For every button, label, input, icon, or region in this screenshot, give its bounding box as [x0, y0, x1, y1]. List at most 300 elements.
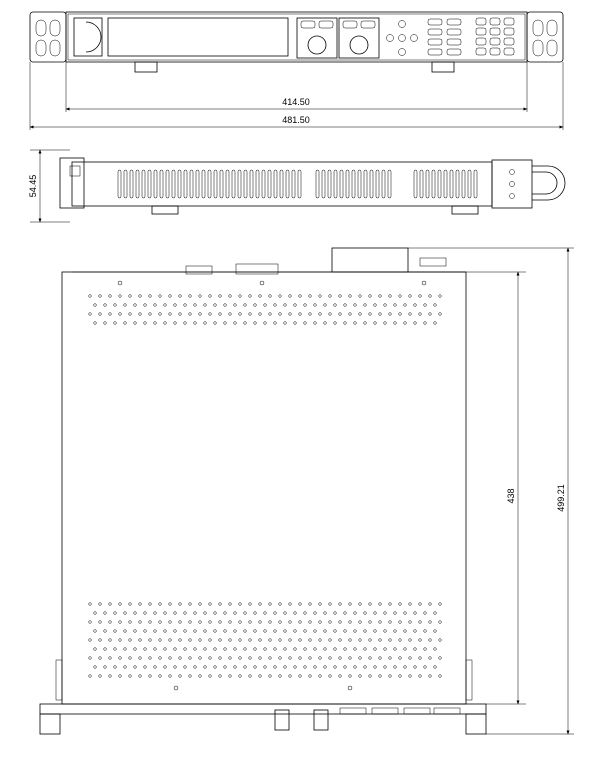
vent-hole: [309, 639, 312, 642]
vent-hole: [339, 313, 342, 316]
vent-slot: [226, 170, 229, 198]
vent-hole: [204, 612, 207, 615]
vent-slot: [462, 170, 465, 198]
vent-hole: [264, 612, 267, 615]
vent-hole: [339, 621, 342, 624]
vent-slot: [420, 170, 423, 198]
vent-hole: [219, 639, 222, 642]
vent-hole: [114, 304, 117, 307]
vent-hole: [89, 621, 92, 624]
vent-hole: [284, 666, 287, 669]
vent-hole: [144, 304, 147, 307]
vent-hole: [439, 675, 442, 678]
vent-hole: [239, 621, 242, 624]
vent-hole: [99, 603, 102, 606]
vent-slot: [328, 170, 331, 198]
vent-hole: [319, 295, 322, 298]
vent-hole: [349, 639, 352, 642]
vent-hole: [394, 666, 397, 669]
dim-overall-width-label: 481.50: [282, 115, 310, 125]
vent-hole: [134, 322, 137, 325]
vent-hole: [399, 657, 402, 660]
vent-hole: [374, 648, 377, 651]
vent-hole: [374, 630, 377, 633]
vent-hole: [329, 295, 332, 298]
vent-hole: [384, 612, 387, 615]
vent-hole: [159, 295, 162, 298]
vent-hole: [169, 295, 172, 298]
vent-hole: [104, 648, 107, 651]
vent-hole: [179, 657, 182, 660]
vent-hole: [294, 612, 297, 615]
vent-hole: [169, 639, 172, 642]
vent-hole: [319, 603, 322, 606]
knob-module-1: [297, 18, 337, 58]
vent-hole: [119, 675, 122, 678]
vent-slot: [172, 170, 175, 198]
vent-hole: [439, 621, 442, 624]
vent-hole: [139, 621, 142, 624]
vent-hole: [194, 322, 197, 325]
vent-hole: [249, 639, 252, 642]
vent-hole: [274, 304, 277, 307]
vent-hole: [359, 603, 362, 606]
vent-hole: [419, 621, 422, 624]
vent-hole: [194, 666, 197, 669]
vent-hole: [214, 322, 217, 325]
vent-hole: [269, 657, 272, 660]
vent-hole: [294, 630, 297, 633]
vent-hole: [369, 313, 372, 316]
vent-hole: [429, 675, 432, 678]
vent-hole: [139, 295, 142, 298]
vent-hole: [129, 603, 132, 606]
vent-hole: [114, 630, 117, 633]
vent-hole: [334, 630, 337, 633]
vent-hole: [109, 675, 112, 678]
vent-hole: [229, 675, 232, 678]
vent-hole: [424, 630, 427, 633]
vent-hole: [109, 621, 112, 624]
vent-hole: [349, 313, 352, 316]
vent-hole: [114, 322, 117, 325]
vent-hole: [174, 322, 177, 325]
vent-hole: [179, 639, 182, 642]
vent-hole: [409, 295, 412, 298]
vent-hole: [349, 675, 352, 678]
vent-hole: [159, 603, 162, 606]
vent-hole: [294, 304, 297, 307]
vent-hole: [434, 648, 437, 651]
vent-hole: [149, 675, 152, 678]
vent-slot: [154, 170, 157, 198]
vent-hole: [239, 639, 242, 642]
vent-hole: [309, 313, 312, 316]
vent-hole: [204, 322, 207, 325]
vent-hole: [209, 639, 212, 642]
vent-hole: [224, 322, 227, 325]
vent-hole: [94, 648, 97, 651]
vent-hole: [239, 603, 242, 606]
vent-hole: [209, 675, 212, 678]
vent-hole: [244, 666, 247, 669]
vent-hole: [189, 657, 192, 660]
dim-chassis-depth: [506, 272, 518, 704]
vent-slot: [370, 170, 373, 198]
vent-hole: [384, 322, 387, 325]
vent-slot: [426, 170, 429, 198]
vent-hole: [364, 322, 367, 325]
vent-hole: [359, 621, 362, 624]
vent-hole: [134, 666, 137, 669]
vent-hole: [159, 675, 162, 678]
vent-hole: [399, 313, 402, 316]
vent-hole: [359, 675, 362, 678]
vent-hole: [399, 603, 402, 606]
vent-hole: [439, 657, 442, 660]
vent-hole: [199, 295, 202, 298]
vent-hole: [414, 648, 417, 651]
vent-hole: [344, 630, 347, 633]
vent-hole: [249, 295, 252, 298]
vent-hole: [149, 295, 152, 298]
vent-hole: [194, 612, 197, 615]
vent-hole: [219, 603, 222, 606]
vent-hole: [389, 657, 392, 660]
vent-hole: [184, 648, 187, 651]
vent-hole: [379, 621, 382, 624]
vent-hole: [234, 630, 237, 633]
vent-hole: [244, 322, 247, 325]
vent-hole: [229, 603, 232, 606]
vent-hole: [299, 313, 302, 316]
vent-hole: [414, 666, 417, 669]
vent-hole: [289, 313, 292, 316]
vent-hole: [89, 657, 92, 660]
vent-slot: [468, 170, 471, 198]
vent-hole: [319, 657, 322, 660]
vent-hole: [204, 630, 207, 633]
vent-hole: [434, 630, 437, 633]
vent-hole: [124, 666, 127, 669]
vent-hole: [429, 603, 432, 606]
vent-hole: [384, 304, 387, 307]
vent-hole: [354, 630, 357, 633]
navigation-buttons: [387, 21, 418, 56]
vent-hole: [144, 630, 147, 633]
vent-hole: [124, 304, 127, 307]
vent-hole: [429, 621, 432, 624]
vent-hole: [394, 630, 397, 633]
vent-hole: [419, 603, 422, 606]
vent-slot: [474, 170, 477, 198]
vent-hole: [234, 612, 237, 615]
vent-hole: [414, 304, 417, 307]
vent-hole: [224, 630, 227, 633]
vent-hole: [249, 313, 252, 316]
front-foot-left: [135, 62, 157, 72]
vent-hole: [194, 630, 197, 633]
vent-hole: [174, 630, 177, 633]
vent-hole: [309, 621, 312, 624]
vent-hole: [159, 313, 162, 316]
vent-hole: [234, 648, 237, 651]
vent-slot: [364, 170, 367, 198]
vent-slot: [292, 170, 295, 198]
vent-hole: [89, 295, 92, 298]
vent-hole: [334, 648, 337, 651]
vent-slot: [208, 170, 211, 198]
vent-hole: [344, 322, 347, 325]
vent-slot: [238, 170, 241, 198]
vent-hole: [264, 666, 267, 669]
vent-slot: [322, 170, 325, 198]
side-view: [28, 150, 565, 222]
front-foot-right: [432, 62, 454, 72]
vent-hole: [379, 313, 382, 316]
vent-hole: [369, 639, 372, 642]
vent-hole: [189, 621, 192, 624]
vent-hole: [404, 304, 407, 307]
vent-hole: [214, 612, 217, 615]
vent-slot: [346, 170, 349, 198]
vent-hole: [234, 304, 237, 307]
vent-hole: [379, 639, 382, 642]
vent-hole: [214, 648, 217, 651]
vent-hole: [374, 666, 377, 669]
vent-hole: [209, 313, 212, 316]
vent-slot: [178, 170, 181, 198]
left-rack-ear: [30, 12, 66, 62]
vent-hole: [389, 621, 392, 624]
vent-slot: [414, 170, 417, 198]
vent-hole: [169, 621, 172, 624]
vent-hole: [364, 612, 367, 615]
vent-hole: [309, 657, 312, 660]
vent-hole: [104, 322, 107, 325]
vent-hole: [419, 657, 422, 660]
vent-slot: [124, 170, 127, 198]
top-chassis: [62, 272, 466, 704]
vent-hole: [284, 648, 287, 651]
vent-slot: [214, 170, 217, 198]
vent-hole: [304, 322, 307, 325]
dim-overall-depth-label: 499.21: [556, 484, 566, 512]
vent-hole: [439, 295, 442, 298]
vent-hole: [339, 295, 342, 298]
vent-slot: [118, 170, 121, 198]
vent-hole: [269, 675, 272, 678]
vent-hole: [204, 304, 207, 307]
vent-hole: [124, 648, 127, 651]
vent-hole: [144, 322, 147, 325]
vent-hole: [94, 630, 97, 633]
vent-hole: [124, 322, 127, 325]
vent-hole: [329, 603, 332, 606]
dim-overall-depth: [556, 248, 568, 734]
vent-hole: [114, 612, 117, 615]
vent-hole: [189, 295, 192, 298]
vent-hole: [154, 612, 157, 615]
vent-slot: [388, 170, 391, 198]
vent-slot: [432, 170, 435, 198]
vent-hole: [369, 295, 372, 298]
vent-hole: [289, 295, 292, 298]
vent-hole: [189, 639, 192, 642]
vent-hole: [199, 621, 202, 624]
vent-hole: [359, 639, 362, 642]
vent-hole: [234, 666, 237, 669]
vent-hole: [259, 621, 262, 624]
vent-hole: [299, 657, 302, 660]
vent-hole: [209, 295, 212, 298]
vent-hole: [254, 304, 257, 307]
vent-slot: [274, 170, 277, 198]
vent-hole: [414, 630, 417, 633]
vent-hole: [219, 295, 222, 298]
vent-slot: [456, 170, 459, 198]
vent-hole: [249, 657, 252, 660]
vent-hole: [369, 675, 372, 678]
vent-hole: [129, 639, 132, 642]
vent-hole: [289, 675, 292, 678]
vent-hole: [99, 675, 102, 678]
vent-hole: [89, 603, 92, 606]
vent-hole: [319, 639, 322, 642]
vent-hole: [164, 322, 167, 325]
vent-hole: [339, 639, 342, 642]
vent-hole: [179, 313, 182, 316]
vent-slot: [298, 170, 301, 198]
vent-hole: [304, 612, 307, 615]
vent-slot: [184, 170, 187, 198]
vent-hole: [149, 621, 152, 624]
vent-hole: [319, 675, 322, 678]
vent-hole: [134, 612, 137, 615]
vent-hole: [134, 630, 137, 633]
vent-hole: [219, 313, 222, 316]
vent-hole: [204, 648, 207, 651]
vent-hole: [404, 322, 407, 325]
vent-hole: [284, 322, 287, 325]
vent-hole: [269, 639, 272, 642]
power-switch: [74, 18, 102, 56]
vent-hole: [404, 648, 407, 651]
vent-hole: [429, 657, 432, 660]
vent-hole: [424, 666, 427, 669]
vent-hole: [389, 675, 392, 678]
vent-hole: [99, 639, 102, 642]
vent-hole: [354, 666, 357, 669]
vent-hole: [114, 648, 117, 651]
vent-hole: [169, 675, 172, 678]
vent-hole: [329, 639, 332, 642]
vent-holes-front: [89, 603, 442, 678]
vent-hole: [314, 612, 317, 615]
vent-hole: [424, 304, 427, 307]
vent-hole: [434, 612, 437, 615]
side-vents: [118, 170, 477, 198]
vent-hole: [299, 295, 302, 298]
vent-hole: [144, 666, 147, 669]
vent-hole: [364, 630, 367, 633]
vent-hole: [244, 648, 247, 651]
vent-hole: [124, 630, 127, 633]
vent-hole: [394, 612, 397, 615]
vent-holes-rear: [89, 295, 442, 325]
vent-hole: [354, 322, 357, 325]
vent-hole: [119, 657, 122, 660]
vent-hole: [349, 295, 352, 298]
vent-hole: [219, 675, 222, 678]
vent-slot: [262, 170, 265, 198]
vent-hole: [374, 322, 377, 325]
vent-hole: [204, 666, 207, 669]
vent-hole: [409, 639, 412, 642]
vent-hole: [334, 322, 337, 325]
vent-slot: [382, 170, 385, 198]
vent-hole: [264, 630, 267, 633]
vent-hole: [324, 304, 327, 307]
vent-hole: [344, 648, 347, 651]
vent-hole: [119, 295, 122, 298]
vent-hole: [234, 322, 237, 325]
vent-hole: [314, 666, 317, 669]
vent-hole: [164, 666, 167, 669]
numeric-keypad: [476, 18, 514, 55]
vent-hole: [109, 313, 112, 316]
vent-hole: [264, 648, 267, 651]
vent-hole: [124, 612, 127, 615]
vent-hole: [179, 295, 182, 298]
vent-hole: [164, 612, 167, 615]
vent-hole: [259, 639, 262, 642]
vent-hole: [174, 666, 177, 669]
vent-hole: [154, 630, 157, 633]
vent-hole: [104, 612, 107, 615]
vent-hole: [314, 304, 317, 307]
side-handle: [492, 160, 565, 208]
vent-slot: [334, 170, 337, 198]
vent-hole: [409, 621, 412, 624]
vent-hole: [224, 612, 227, 615]
vent-hole: [389, 295, 392, 298]
vent-hole: [209, 657, 212, 660]
vent-hole: [294, 322, 297, 325]
vent-hole: [284, 630, 287, 633]
vent-hole: [419, 675, 422, 678]
vent-hole: [279, 657, 282, 660]
vent-hole: [424, 612, 427, 615]
vent-hole: [184, 612, 187, 615]
vent-hole: [274, 630, 277, 633]
vent-hole: [99, 313, 102, 316]
vent-hole: [324, 630, 327, 633]
vent-hole: [419, 295, 422, 298]
vent-hole: [419, 313, 422, 316]
vent-hole: [334, 612, 337, 615]
vent-hole: [229, 621, 232, 624]
vent-hole: [399, 295, 402, 298]
vent-hole: [329, 675, 332, 678]
vent-hole: [299, 621, 302, 624]
vent-hole: [144, 612, 147, 615]
vent-hole: [329, 313, 332, 316]
vent-hole: [259, 675, 262, 678]
vent-hole: [299, 675, 302, 678]
vent-hole: [154, 304, 157, 307]
vent-hole: [374, 612, 377, 615]
